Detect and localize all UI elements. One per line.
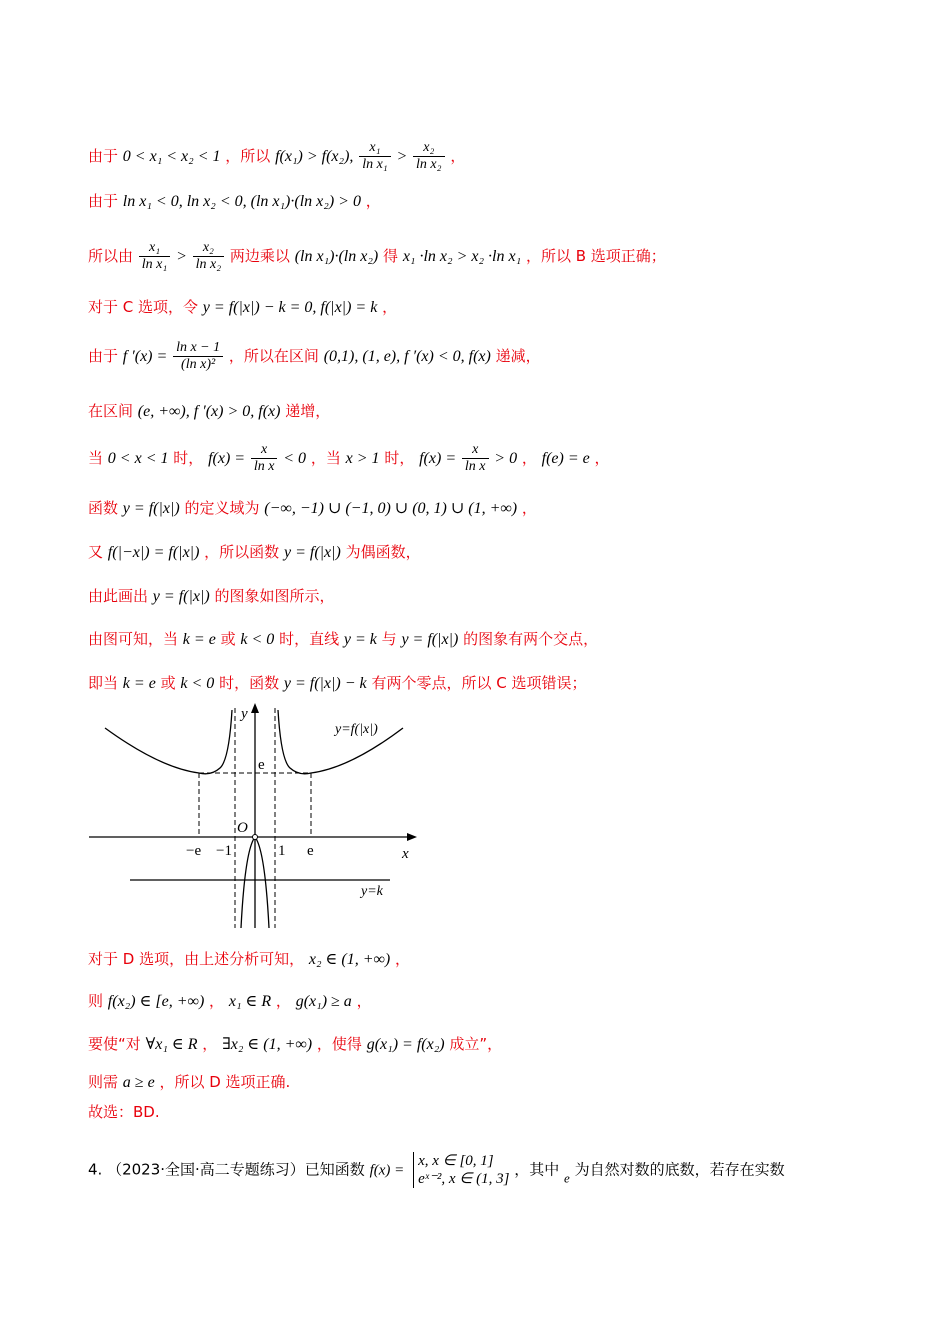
solution-line: 由此画出 y = f(|x|) 的图象如图所示， (88, 587, 335, 605)
solution-line: 在区间 (e, +∞), f ′(x) > 0, f(x) 递增， (88, 402, 331, 420)
solution-line: 对于 C 选项，令 y = f(|x|) − k = 0, f(|x|) = k ， (88, 298, 398, 316)
text: 由于 (88, 147, 119, 165)
origin-label: O (237, 820, 248, 836)
e-axis-label: e (258, 757, 265, 773)
solution-line: 又 f(|−x|) = f(|x|) ，所以函数 y = f(|x|) 为偶函数， (88, 543, 421, 561)
fraction: $\frac{\text{x₂}}{\text{ln x₂}}$ (193, 240, 224, 273)
question-4: 4. （2023·全国·高二专题练习）已知函数 f(x) = x, x ∈ [0, 1] eˣ⁻², x ∈ (1, 3] ，其中 e 为自然对数的底数，若存在实数 (88, 1153, 785, 1187)
one-label: 1 (278, 843, 286, 859)
fraction: $\frac{\text{x₂}}{\text{ln x₂}}$ (413, 140, 444, 173)
curve-left-lower (241, 837, 255, 928)
solution-line: 由图可知，当 k = e 或 k < 0 时，直线 y = k 与 y = f(|x|) 的图象有两个交点， (88, 630, 599, 648)
x-axis-arrow (407, 833, 417, 841)
piecewise-function: x, x ∈ [0, 1] eˣ⁻², x ∈ (1, 3] (413, 1152, 509, 1188)
solution-line: 则 f(x₂) ∈ [e, +∞) ， x₁ ∈ R ， g(x₁) ≥ a ， (88, 992, 372, 1010)
math: f(x) = (369, 1162, 405, 1179)
solution-line (88, 140, 465, 173)
text: ， (450, 147, 466, 165)
solution-line: 则需 a ≥ e ，所以 D 选项正确. (88, 1073, 291, 1091)
math: ln x₁ < 0, ln x₂ < 0, (ln x₁)·(ln x₂) > 0 (122, 193, 361, 210)
question-number: 4. (88, 1160, 103, 1179)
fraction: $\frac{x}{\text{ln x}}$ (462, 442, 489, 475)
math: f(x₁) > f(x₂), (275, 148, 354, 165)
solution-line: 要使“对 ∀x₁ ∈ R ， ∃x₂ ∈ (1, +∞) ，使得 g(x₁) = f(x₂) 成立”， (88, 1035, 503, 1053)
fraction: $\frac{\text{ln x − 1}}{\text{(ln x)²}}$ (173, 340, 223, 373)
curve-right-upper (278, 710, 403, 774)
function-graph (85, 700, 425, 930)
text: ，所以 (225, 147, 271, 165)
neg-1-label: −1 (216, 843, 232, 859)
curve-left-upper (105, 710, 232, 774)
math: > (396, 148, 408, 165)
fraction: $\frac{\text{x₁}}{\text{ln x₁}}$ (359, 140, 390, 173)
fraction: $\frac{\text{x₁}}{\text{ln x₁}}$ (139, 240, 170, 273)
x-label: x (402, 846, 409, 862)
origin-point (253, 835, 258, 840)
solution-line: 由于 ln x₁ < 0, ln x₂ < 0, (ln x₁)·(ln x₂) > 0 ， (88, 192, 381, 210)
solution-line: 当 0 < x < 1 时， f(x) = $\frac{x}{\text{ln x}}$ < 0 ，当 x > 1 时， f(x) = $\frac{x}{\text{ln x}}$ > 0 ， f(e) = e ， (88, 442, 610, 474)
math: 0 < x₁ < x₂ < 1 (122, 148, 221, 165)
solution-line: 对于 D 选项，由上述分析可知， x₂ ∈ (1, +∞) ， (88, 950, 411, 968)
solution-line: 由于 f ′(x) = $\frac{\text{ln x − 1}}{\text{(ln x)²}}$ ，所以在区间 (0,1), (1, e), f ′(x) < 0, f(x) 递减， (88, 340, 541, 372)
question-source: （2023·全国·高二专题练习）已知函数 (107, 1160, 365, 1179)
solution-line: 即当 k = e 或 k < 0 时，函数 y = f(|x|) − k 有两个零点，所以 C 选项错误； (88, 674, 587, 692)
neg-e-label: −e (186, 843, 202, 859)
solution-line: 所以由 $\frac{\text{x₁}}{\text{ln x₁}}$ > $\frac{\text{x₂}}{\text{ln x₂}}$ 两边乘以 (ln x₁)·(ln x₂) 得 x₁ ·ln x₂ > x₂ ·ln x₁ ，所以 B 选项正确； (88, 240, 666, 272)
y-label: y (241, 706, 248, 722)
e-label: e (307, 843, 314, 859)
curve-right-lower (255, 837, 269, 928)
solution-line: 函数 y = f(|x|) 的定义域为 (−∞, −1) ∪ (−1, 0) ∪ (0, 1) ∪ (1, +∞) ， (88, 499, 537, 517)
y-axis-arrow (251, 703, 259, 713)
curve-label: y=f(|x|) (335, 722, 378, 737)
fraction: $\frac{x}{\text{ln x}}$ (251, 442, 278, 475)
answer-line: 故选：BD. (88, 1103, 160, 1121)
line-label: y=k (361, 884, 383, 899)
